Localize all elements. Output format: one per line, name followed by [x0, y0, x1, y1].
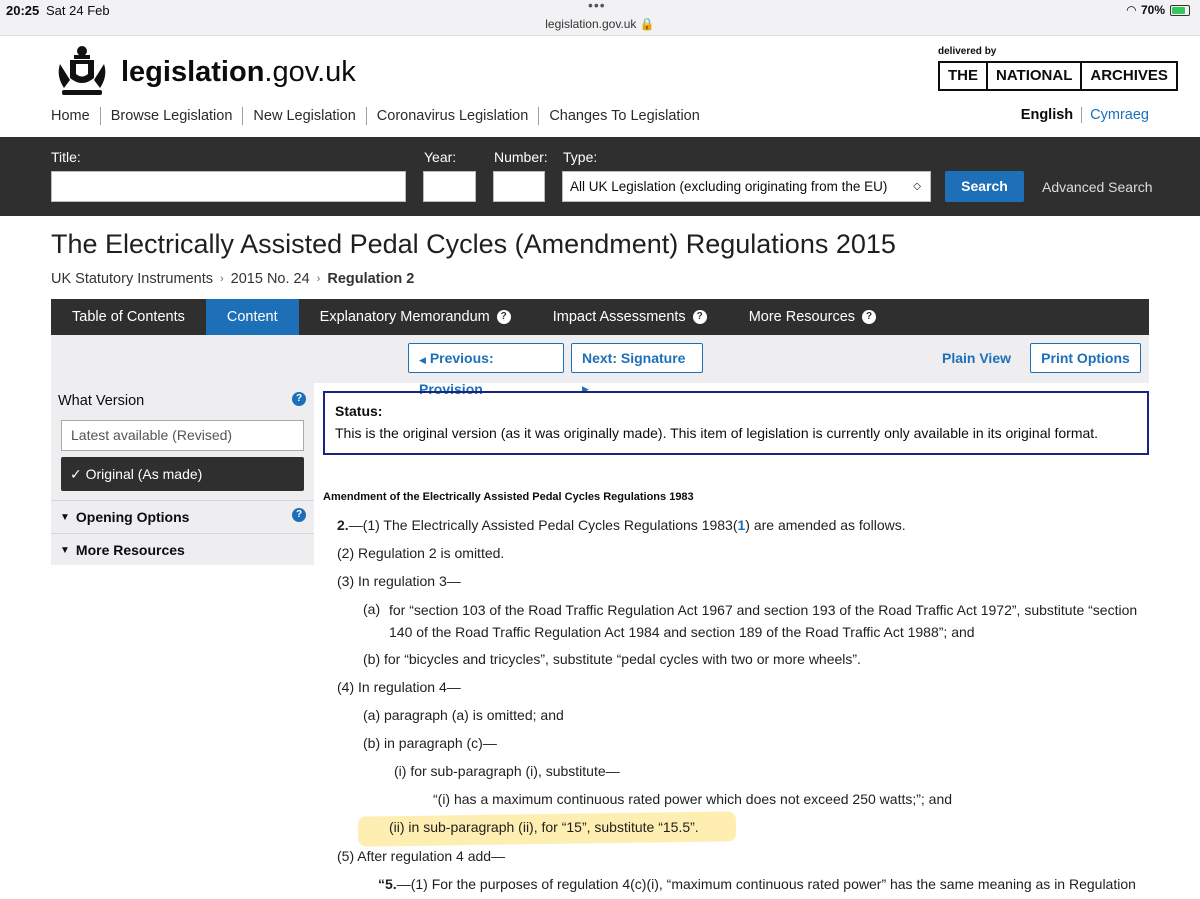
- provision-line: “(i) has a maximum continuous rated power which does not exceed 250 watts;”; and: [433, 791, 953, 807]
- number-label: Number:: [494, 149, 548, 165]
- site-logo[interactable]: legislation.gov.uk: [121, 56, 356, 88]
- status-time: 20:25: [6, 3, 40, 18]
- multitask-dots-icon[interactable]: •••: [588, 0, 606, 13]
- status-heading: Status:: [335, 403, 383, 419]
- search-button[interactable]: Search: [945, 171, 1024, 202]
- delivered-by-label: delivered by: [938, 46, 997, 57]
- provision-line: for “section 103 of the Road Traffic Regulation Act 1967 and section 193 of the Road Traffic Act 1972”, substitute “section 140 of the Road Traffic Regulation Act 1984 and section 189 of the Road Traffic Act 1988”; and: [389, 602, 1138, 640]
- help-icon[interactable]: ?: [497, 310, 511, 324]
- breadcrumb-uksi[interactable]: UK Statutory Instruments: [51, 271, 213, 287]
- tab-explanatory-memorandum[interactable]: Explanatory Memorandum ?: [299, 299, 532, 335]
- arrow-right-icon: ▶: [582, 384, 589, 394]
- provision-line: (i) for sub-paragraph (i), substitute—: [394, 763, 620, 779]
- checkmark-icon: ✓: [70, 466, 82, 482]
- tab-table-of-contents[interactable]: Table of Contents: [72, 309, 185, 325]
- year-label: Year:: [424, 149, 457, 165]
- number-input[interactable]: [493, 171, 545, 202]
- url-text: legislation.gov.uk: [545, 17, 637, 31]
- help-icon[interactable]: ?: [292, 508, 306, 522]
- help-icon[interactable]: ?: [693, 310, 707, 324]
- year-input[interactable]: [423, 171, 476, 202]
- breadcrumb-current: Regulation 2: [327, 271, 415, 287]
- provision-line: (2) Regulation 2 is omitted.: [337, 545, 505, 561]
- title-input[interactable]: [51, 171, 406, 202]
- address-bar[interactable]: [0, 17, 1200, 31]
- lang-english[interactable]: English: [1021, 107, 1082, 123]
- type-label: Type:: [563, 149, 598, 165]
- provision-line: (b) in paragraph (c)—: [363, 735, 497, 751]
- wifi-icon: ◠: [1126, 3, 1136, 17]
- help-icon[interactable]: ?: [292, 392, 306, 406]
- nav-browse-legislation[interactable]: Browse Legislation: [100, 107, 243, 125]
- opening-options-toggle[interactable]: ▼ Opening Options: [60, 509, 190, 525]
- plain-view-link[interactable]: Plain View: [942, 350, 1011, 366]
- breadcrumb-year[interactable]: 2015 No. 24: [230, 271, 310, 287]
- sidebar-divider: [51, 500, 314, 501]
- provision-line: (5) After regulation 4 add—: [337, 848, 506, 864]
- main-nav: [51, 107, 710, 125]
- tab-more-resources[interactable]: More Resources ?: [728, 299, 897, 335]
- provision-line: (a) paragraph (a) is omitted; and: [363, 707, 564, 723]
- advanced-search-link[interactable]: Advanced Search: [1042, 179, 1153, 195]
- content-tabs: [51, 299, 1149, 335]
- chevron-right-icon: ›: [316, 273, 321, 285]
- provision-line: 2.—(1) The Electrically Assisted Pedal Cycles Regulations 1983(1) are amended as follows.: [337, 517, 906, 533]
- national-archives-logo[interactable]: THE NATIONAL ARCHIVES: [938, 61, 1178, 91]
- status-date: Sat 24 Feb: [46, 3, 110, 18]
- language-switch: [1021, 107, 1149, 123]
- lock-icon: 🔒: [639, 17, 655, 31]
- triangle-down-icon: ▼: [60, 544, 70, 556]
- breadcrumb: [51, 271, 414, 287]
- sidebar-divider: [51, 533, 314, 534]
- next-signature-button[interactable]: Next: Signature ▶: [571, 343, 703, 373]
- type-select[interactable]: All UK Legislation (excluding originating from the EU) ◇: [562, 171, 931, 202]
- battery-percent: 70%: [1140, 3, 1165, 17]
- arrow-left-icon: ◀: [419, 355, 426, 365]
- section-heading: Amendment of the Electrically Assisted Pedal Cycles Regulations 1983: [323, 491, 694, 503]
- royal-crest-icon: [52, 44, 112, 98]
- provision-line: (3) In regulation 3—: [337, 573, 461, 589]
- status-right: [1127, 3, 1190, 17]
- tab-content[interactable]: Content: [206, 299, 299, 335]
- chevron-right-icon: ›: [219, 273, 224, 285]
- print-options-button[interactable]: Print Options: [1030, 343, 1141, 373]
- nav-changes-to-legislation[interactable]: Changes To Legislation: [538, 107, 709, 125]
- tab-impact-assessments[interactable]: Impact Assessments ?: [532, 299, 728, 335]
- triangle-down-icon: ▼: [60, 511, 70, 523]
- nav-coronavirus-legislation[interactable]: Coronavirus Legislation: [366, 107, 539, 125]
- status-notice: [323, 391, 1149, 455]
- highlighted-provision-line: (ii) in sub-paragraph (ii), for “15”, substitute “15.5”.: [389, 819, 699, 835]
- help-icon[interactable]: ?: [862, 310, 876, 324]
- title-label: Title:: [51, 149, 81, 165]
- version-original-button[interactable]: ✓ Original (As made): [61, 457, 304, 491]
- provision-line: “5.—(1) For the purposes of regulation 4(c)(i), “maximum continuous rated power” has the same meaning as in Regulation: [378, 876, 1136, 892]
- battery-icon: [1170, 5, 1190, 16]
- select-arrows-icon: ◇: [913, 181, 921, 192]
- nav-home[interactable]: Home: [51, 108, 90, 124]
- status-text: This is the original version (as it was originally made). This item of legislation is currently only available in its original format.: [335, 425, 1099, 441]
- provision-line: (4) In regulation 4—: [337, 679, 461, 695]
- provision-line: (b) for “bicycles and tricycles”, substitute “pedal cycles with two or more wheels”.: [363, 651, 861, 667]
- what-version-heading: What Version: [58, 393, 145, 409]
- footnote-link[interactable]: 1: [737, 517, 746, 533]
- lang-cymraeg[interactable]: Cymraeg: [1090, 107, 1149, 123]
- page-title: The Electrically Assisted Pedal Cycles (Amendment) Regulations 2015: [51, 229, 896, 259]
- previous-provision-button[interactable]: ◀ Previous: Provision: [408, 343, 564, 373]
- more-resources-toggle[interactable]: ▼ More Resources: [60, 542, 185, 558]
- provision-label: (a): [363, 601, 381, 617]
- version-latest-button[interactable]: Latest available (Revised): [61, 420, 304, 451]
- nav-new-legislation[interactable]: New Legislation: [242, 107, 365, 125]
